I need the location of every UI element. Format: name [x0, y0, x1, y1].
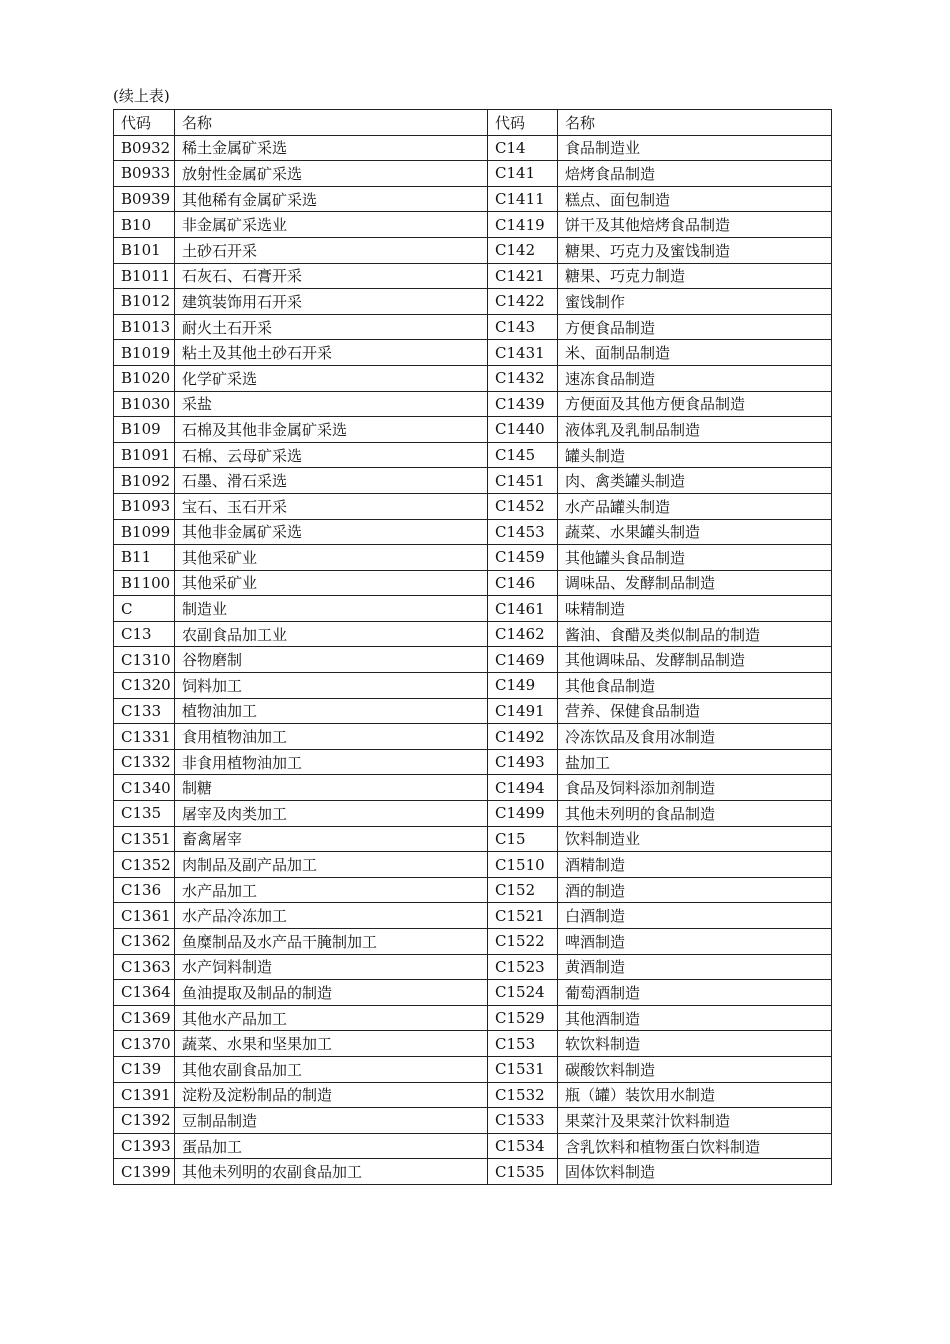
code-left-cell: C1392: [114, 1108, 175, 1134]
code-right-cell: C1421: [488, 263, 558, 289]
table-row: [114, 186, 832, 212]
name-right-cell: 瓶（罐）装饮用水制造: [558, 1082, 832, 1108]
table-row: [114, 545, 832, 571]
table-row: [114, 826, 832, 852]
code-left-cell: C1391: [114, 1082, 175, 1108]
code-left-cell: C1364: [114, 980, 175, 1006]
table-row: [114, 212, 832, 238]
table-row: [114, 621, 832, 647]
name-left-cell: 肉制品及副产品加工: [175, 852, 488, 878]
code-left-cell: C1320: [114, 673, 175, 699]
name-right-cell: 糖果、巧克力制造: [558, 263, 832, 289]
name-right-cell: 碳酸饮料制造: [558, 1056, 832, 1082]
name-left-cell: 非金属矿采选业: [175, 212, 488, 238]
name-right-cell: 营养、保健食品制造: [558, 698, 832, 724]
code-left-cell: B11: [114, 545, 175, 571]
code-right-cell: C152: [488, 877, 558, 903]
table-row: [114, 135, 832, 161]
code-left-cell: B1091: [114, 442, 175, 468]
code-right-cell: C1452: [488, 493, 558, 519]
table-row: [114, 468, 832, 494]
name-left-cell: 制糖: [175, 775, 488, 801]
name-right-cell: 其他调味品、发酵制品制造: [558, 647, 832, 673]
name-left-cell: 鱼糜制品及水产品干腌制加工: [175, 929, 488, 955]
code-left-cell: C139: [114, 1056, 175, 1082]
name-right-cell: 含乳饮料和植物蛋白饮料制造: [558, 1133, 832, 1159]
code-right-cell: C1523: [488, 954, 558, 980]
table-row: [114, 852, 832, 878]
code-right-cell: C1432: [488, 365, 558, 391]
code-right-cell: C1499: [488, 801, 558, 827]
name-right-cell: 其他酒制造: [558, 1005, 832, 1031]
table-row: [114, 1031, 832, 1057]
code-right-cell: C1461: [488, 596, 558, 622]
table-row: [114, 237, 832, 263]
name-left-cell: 石棉及其他非金属矿采选: [175, 417, 488, 443]
name-right-cell: 方便面及其他方便食品制造: [558, 391, 832, 417]
table-body: [114, 135, 832, 1184]
code-right-cell: C1533: [488, 1108, 558, 1134]
table-row: [114, 775, 832, 801]
code-left-cell: B10: [114, 212, 175, 238]
code-left-cell: B1030: [114, 391, 175, 417]
table-row: [114, 1159, 832, 1185]
header-code-right: 代码: [488, 110, 558, 136]
name-left-cell: 稀土金属矿采选: [175, 135, 488, 161]
code-left-cell: C13: [114, 621, 175, 647]
header-row: [114, 110, 832, 136]
code-left-cell: C1399: [114, 1159, 175, 1185]
name-left-cell: 石墨、滑石采选: [175, 468, 488, 494]
name-right-cell: 方便食品制造: [558, 314, 832, 340]
name-left-cell: 建筑装饰用石开采: [175, 289, 488, 315]
header-code-left: 代码: [114, 110, 175, 136]
name-left-cell: 其他稀有金属矿采选: [175, 186, 488, 212]
code-right-cell: C142: [488, 237, 558, 263]
code-right-cell: C1524: [488, 980, 558, 1006]
code-left-cell: B1092: [114, 468, 175, 494]
name-left-cell: 植物油加工: [175, 698, 488, 724]
table-row: [114, 263, 832, 289]
table-row: [114, 1108, 832, 1134]
table-header: [114, 110, 832, 136]
code-left-cell: B1099: [114, 519, 175, 545]
header-name-left: 名称: [175, 110, 488, 136]
code-left-cell: C: [114, 596, 175, 622]
code-left-cell: B1100: [114, 570, 175, 596]
name-right-cell: 肉、禽类罐头制造: [558, 468, 832, 494]
table-row: [114, 724, 832, 750]
name-left-cell: 化学矿采选: [175, 365, 488, 391]
name-left-cell: 耐火土石开采: [175, 314, 488, 340]
name-right-cell: 味精制造: [558, 596, 832, 622]
code-left-cell: C1310: [114, 647, 175, 673]
code-left-cell: B1013: [114, 314, 175, 340]
code-left-cell: C1363: [114, 954, 175, 980]
table-row: [114, 493, 832, 519]
header-name-right: 名称: [558, 110, 832, 136]
code-left-cell: C133: [114, 698, 175, 724]
name-left-cell: 水产品加工: [175, 877, 488, 903]
code-right-cell: C1521: [488, 903, 558, 929]
code-right-cell: C1440: [488, 417, 558, 443]
name-right-cell: 糕点、面包制造: [558, 186, 832, 212]
name-right-cell: 焙烤食品制造: [558, 161, 832, 187]
code-left-cell: B0939: [114, 186, 175, 212]
code-right-cell: C14: [488, 135, 558, 161]
name-right-cell: 调味品、发酵制品制造: [558, 570, 832, 596]
code-right-cell: C1431: [488, 340, 558, 366]
name-right-cell: 饮料制造业: [558, 826, 832, 852]
code-left-cell: B109: [114, 417, 175, 443]
name-right-cell: 酒的制造: [558, 877, 832, 903]
code-left-cell: C1369: [114, 1005, 175, 1031]
name-left-cell: 土砂石开采: [175, 237, 488, 263]
name-left-cell: 其他水产品加工: [175, 1005, 488, 1031]
name-right-cell: 罐头制造: [558, 442, 832, 468]
code-right-cell: C1411: [488, 186, 558, 212]
table-row: [114, 1005, 832, 1031]
code-right-cell: C1534: [488, 1133, 558, 1159]
code-left-cell: C1361: [114, 903, 175, 929]
name-left-cell: 畜禽屠宰: [175, 826, 488, 852]
name-left-cell: 采盐: [175, 391, 488, 417]
name-left-cell: 淀粉及淀粉制品的制造: [175, 1082, 488, 1108]
table-row: [114, 1056, 832, 1082]
table-row: [114, 1082, 832, 1108]
name-left-cell: 水产饲料制造: [175, 954, 488, 980]
name-right-cell: 食品制造业: [558, 135, 832, 161]
name-right-cell: 糖果、巧克力及蜜饯制造: [558, 237, 832, 263]
table-row: [114, 570, 832, 596]
code-left-cell: C1362: [114, 929, 175, 955]
code-left-cell: C1332: [114, 749, 175, 775]
code-left-cell: B101: [114, 237, 175, 263]
name-left-cell: 其他农副食品加工: [175, 1056, 488, 1082]
name-right-cell: 冷冻饮品及食用冰制造: [558, 724, 832, 750]
name-right-cell: 其他食品制造: [558, 673, 832, 699]
table-row: [114, 1133, 832, 1159]
name-right-cell: 速冻食品制造: [558, 365, 832, 391]
name-left-cell: 其他采矿业: [175, 545, 488, 571]
name-left-cell: 鱼油提取及制品的制造: [175, 980, 488, 1006]
name-left-cell: 蛋品加工: [175, 1133, 488, 1159]
name-right-cell: 水产品罐头制造: [558, 493, 832, 519]
code-right-cell: C1529: [488, 1005, 558, 1031]
table-row: [114, 877, 832, 903]
name-left-cell: 其他非金属矿采选: [175, 519, 488, 545]
code-right-cell: C1459: [488, 545, 558, 571]
table-row: [114, 596, 832, 622]
code-right-cell: C141: [488, 161, 558, 187]
code-right-cell: C1451: [488, 468, 558, 494]
table-row: [114, 161, 832, 187]
code-right-cell: C1453: [488, 519, 558, 545]
name-left-cell: 农副食品加工业: [175, 621, 488, 647]
industry-code-table: [113, 109, 832, 1185]
table-row: [114, 391, 832, 417]
name-right-cell: 果菜汁及果菜汁饮料制造: [558, 1108, 832, 1134]
code-right-cell: C149: [488, 673, 558, 699]
name-left-cell: 非食用植物油加工: [175, 749, 488, 775]
code-right-cell: C15: [488, 826, 558, 852]
code-right-cell: C1535: [488, 1159, 558, 1185]
code-right-cell: C1532: [488, 1082, 558, 1108]
code-right-cell: C1462: [488, 621, 558, 647]
name-right-cell: 液体乳及乳制品制造: [558, 417, 832, 443]
code-right-cell: C1469: [488, 647, 558, 673]
code-left-cell: C1351: [114, 826, 175, 852]
code-left-cell: B1020: [114, 365, 175, 391]
name-left-cell: 制造业: [175, 596, 488, 622]
code-left-cell: C1340: [114, 775, 175, 801]
name-left-cell: 豆制品制造: [175, 1108, 488, 1134]
name-left-cell: 放射性金属矿采选: [175, 161, 488, 187]
code-right-cell: C146: [488, 570, 558, 596]
table-row: [114, 954, 832, 980]
name-right-cell: 米、面制品制造: [558, 340, 832, 366]
name-right-cell: 白酒制造: [558, 903, 832, 929]
code-left-cell: C1331: [114, 724, 175, 750]
name-right-cell: 其他未列明的食品制造: [558, 801, 832, 827]
code-left-cell: C1352: [114, 852, 175, 878]
name-right-cell: 食品及饲料添加剂制造: [558, 775, 832, 801]
table-row: [114, 365, 832, 391]
code-left-cell: C136: [114, 877, 175, 903]
code-right-cell: C145: [488, 442, 558, 468]
code-right-cell: C1531: [488, 1056, 558, 1082]
code-left-cell: C1393: [114, 1133, 175, 1159]
name-right-cell: 其他罐头食品制造: [558, 545, 832, 571]
code-left-cell: B1012: [114, 289, 175, 315]
table-row: [114, 442, 832, 468]
table-row: [114, 647, 832, 673]
code-right-cell: C1522: [488, 929, 558, 955]
name-left-cell: 石灰石、石膏开采: [175, 263, 488, 289]
name-left-cell: 蔬菜、水果和坚果加工: [175, 1031, 488, 1057]
name-left-cell: 宝石、玉石开采: [175, 493, 488, 519]
code-left-cell: B0932: [114, 135, 175, 161]
name-right-cell: 蜜饯制作: [558, 289, 832, 315]
code-right-cell: C1494: [488, 775, 558, 801]
name-right-cell: 固体饮料制造: [558, 1159, 832, 1185]
name-left-cell: 其他采矿业: [175, 570, 488, 596]
code-right-cell: C1491: [488, 698, 558, 724]
table-row: [114, 903, 832, 929]
name-right-cell: 盐加工: [558, 749, 832, 775]
code-right-cell: C1439: [488, 391, 558, 417]
name-right-cell: 酒精制造: [558, 852, 832, 878]
table-caption: (续上表): [113, 87, 170, 105]
name-left-cell: 谷物磨制: [175, 647, 488, 673]
name-right-cell: 饼干及其他焙烤食品制造: [558, 212, 832, 238]
code-right-cell: C1492: [488, 724, 558, 750]
name-left-cell: 屠宰及肉类加工: [175, 801, 488, 827]
code-left-cell: C1370: [114, 1031, 175, 1057]
name-left-cell: 食用植物油加工: [175, 724, 488, 750]
name-right-cell: 黄酒制造: [558, 954, 832, 980]
name-left-cell: 石棉、云母矿采选: [175, 442, 488, 468]
name-right-cell: 软饮料制造: [558, 1031, 832, 1057]
code-right-cell: C1419: [488, 212, 558, 238]
table-row: [114, 519, 832, 545]
table-row: [114, 749, 832, 775]
table-row: [114, 417, 832, 443]
table-row: [114, 929, 832, 955]
name-right-cell: 酱油、食醋及类似制品的制造: [558, 621, 832, 647]
name-left-cell: 其他未列明的农副食品加工: [175, 1159, 488, 1185]
table-row: [114, 980, 832, 1006]
code-left-cell: B1093: [114, 493, 175, 519]
table-row: [114, 673, 832, 699]
name-right-cell: 啤酒制造: [558, 929, 832, 955]
table-row: [114, 340, 832, 366]
code-left-cell: B1019: [114, 340, 175, 366]
code-right-cell: C1422: [488, 289, 558, 315]
code-left-cell: B1011: [114, 263, 175, 289]
code-right-cell: C1493: [488, 749, 558, 775]
name-right-cell: 葡萄酒制造: [558, 980, 832, 1006]
table-row: [114, 698, 832, 724]
name-left-cell: 饲料加工: [175, 673, 488, 699]
table-row: [114, 314, 832, 340]
code-right-cell: C1510: [488, 852, 558, 878]
table-row: [114, 801, 832, 827]
code-right-cell: C153: [488, 1031, 558, 1057]
name-left-cell: 水产品冷冻加工: [175, 903, 488, 929]
name-right-cell: 蔬菜、水果罐头制造: [558, 519, 832, 545]
table-row: [114, 289, 832, 315]
code-right-cell: C143: [488, 314, 558, 340]
code-left-cell: C135: [114, 801, 175, 827]
code-left-cell: B0933: [114, 161, 175, 187]
name-left-cell: 粘土及其他土砂石开采: [175, 340, 488, 366]
